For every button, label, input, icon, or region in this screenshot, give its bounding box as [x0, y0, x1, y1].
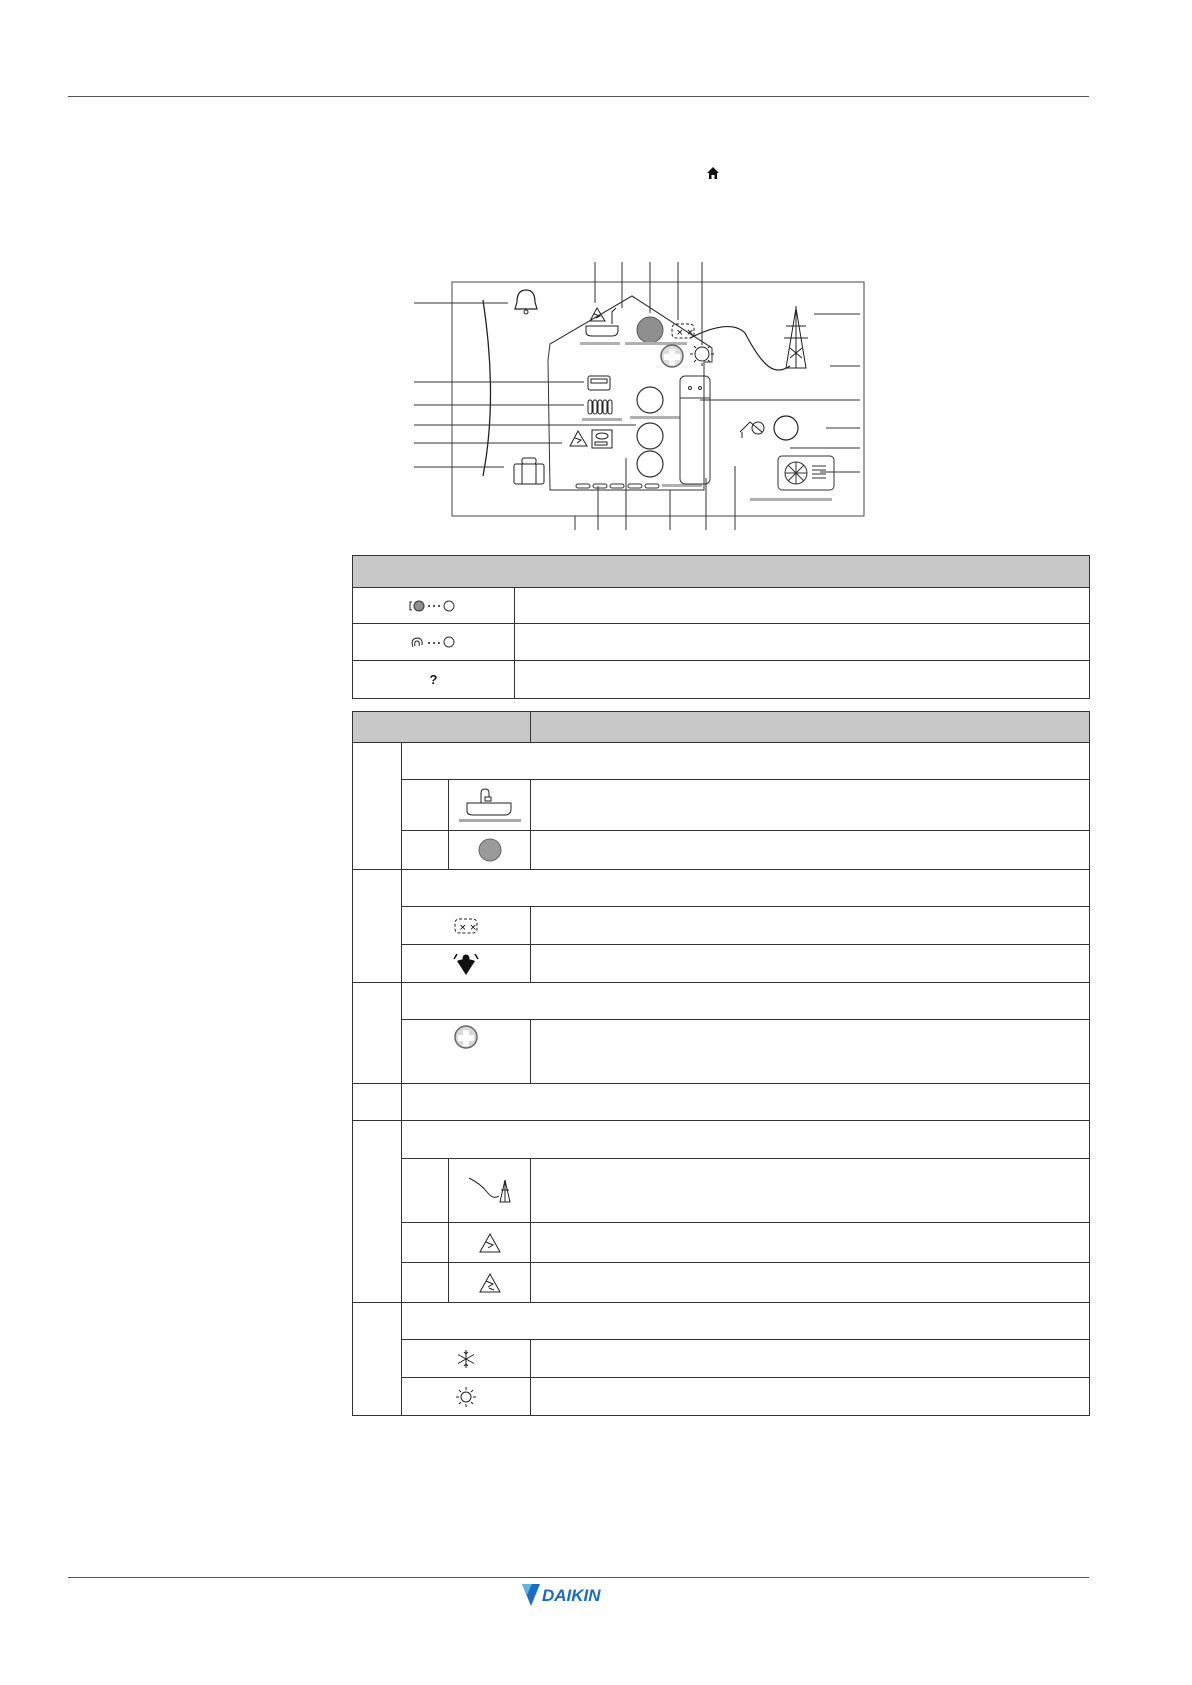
group-6-item-2-icon-cell: [402, 1378, 531, 1416]
room-disinfection-icon: [570, 431, 587, 446]
group-2-item-2-text: [531, 945, 1090, 983]
power-tariff-icon: [465, 1174, 515, 1208]
legend-row-3-text: [515, 661, 1090, 699]
segment-bar: [576, 484, 659, 488]
group-1-sub-1: [402, 780, 449, 831]
group-1-item-1-icon-cell: [449, 780, 531, 831]
group-6-item-1-text: [531, 1340, 1090, 1378]
main-table-header-2: [531, 712, 1090, 743]
dhw-circle-icon: [477, 837, 503, 863]
group-1-number: [353, 743, 402, 870]
group-3-item-1-text: [531, 1020, 1090, 1084]
group-1-item-2-icon-cell: [449, 831, 531, 870]
group-5-item-2-text: [531, 1223, 1090, 1263]
group-5-item-2-icon-cell: [449, 1223, 531, 1263]
room-disinfection-icon: [477, 1231, 503, 1255]
group-4-number: [353, 1084, 402, 1121]
group-2-item-1-icon-cell: [402, 907, 531, 945]
thermostat-icon: [592, 430, 612, 448]
booster-heater-icon: [453, 1024, 479, 1050]
group-2-item-1-text: [531, 907, 1090, 945]
main-table: [352, 711, 1090, 1416]
snowflake-icon: [454, 1347, 478, 1371]
remote-controller-icon: [588, 376, 610, 390]
disinfection-mode-icon: [451, 915, 481, 937]
question-mark-icon: ?: [429, 672, 438, 687]
svg-text:DAIKIN: DAIKIN: [542, 1586, 601, 1605]
group-1-item-2-text: [531, 831, 1090, 870]
svg-text:× ×: × ×: [676, 328, 694, 338]
legend-table-header: [353, 556, 1090, 588]
group-5-item-3-text: [531, 1263, 1090, 1303]
bath-tap-icon: [455, 785, 525, 825]
room-disinfection-alt-icon: [477, 1271, 503, 1295]
group-3-number: [353, 983, 402, 1084]
tank-icon: [680, 376, 710, 484]
group-5-item-3-icon-cell: [449, 1263, 531, 1303]
power-mast-icon: [784, 306, 808, 368]
outdoor-temp-icon: [740, 416, 798, 440]
touch-dots-icon: [409, 635, 459, 649]
group-1-item-1-text: [531, 780, 1090, 831]
group-5-sub-2: [402, 1223, 449, 1263]
legend-row-1-icon-cell: [353, 588, 515, 624]
group-6-item-1-icon-cell: [402, 1340, 531, 1378]
legend-row-3-icon-cell: [353, 661, 515, 699]
group-1-title: [402, 743, 1090, 780]
top-rule: [68, 96, 1089, 97]
group-4-title: [402, 1084, 1090, 1121]
group-1-sub-2: [402, 831, 449, 870]
bottom-rule: [68, 1577, 1089, 1578]
group-5-sub-3: [402, 1263, 449, 1303]
group-6-number: [353, 1303, 402, 1416]
bell-icon: [515, 290, 537, 314]
group-6-title: [402, 1303, 1090, 1340]
svg-text:× ×: × ×: [459, 922, 477, 933]
holiday-suitcase-icon: [514, 458, 544, 484]
legend-row-2-text: [515, 624, 1090, 661]
daikin-logo: [520, 1582, 640, 1608]
booster-heater-icon: [661, 345, 683, 367]
legend-row-1-text: [515, 588, 1090, 624]
legend-row-2-icon-cell: [353, 624, 515, 661]
legend-table: [352, 555, 1090, 699]
group-2-number: [353, 870, 402, 983]
radiator-icon: [582, 400, 622, 421]
main-table-header-1: [353, 712, 531, 743]
zone-circle-2: [637, 423, 663, 449]
powerful-icon: [672, 324, 694, 338]
active-zone-dots-icon: [409, 599, 459, 613]
outdoor-unit-icon: [750, 456, 834, 501]
group-5-title: [402, 1121, 1090, 1159]
home-icon: [706, 166, 720, 180]
group-5-number: [353, 1121, 402, 1303]
group-3-item-1-icon-cell: [402, 1020, 531, 1084]
dhw-circle-icon: [637, 317, 663, 343]
home-screen-diagram: [410, 258, 880, 530]
powerful-mode-icon: [451, 951, 481, 977]
group-3-title: [402, 983, 1090, 1020]
group-5-sub-1: [402, 1159, 449, 1223]
zone-circle-1: [637, 387, 663, 413]
group-5-item-1-text: [531, 1159, 1090, 1223]
zone-circle-3: [637, 451, 663, 477]
group-6-item-2-text: [531, 1378, 1090, 1416]
group-5-item-1-icon-cell: [449, 1159, 531, 1223]
sun-icon: [454, 1385, 478, 1409]
group-2-title: [402, 870, 1090, 907]
group-2-item-2-icon-cell: [402, 945, 531, 983]
